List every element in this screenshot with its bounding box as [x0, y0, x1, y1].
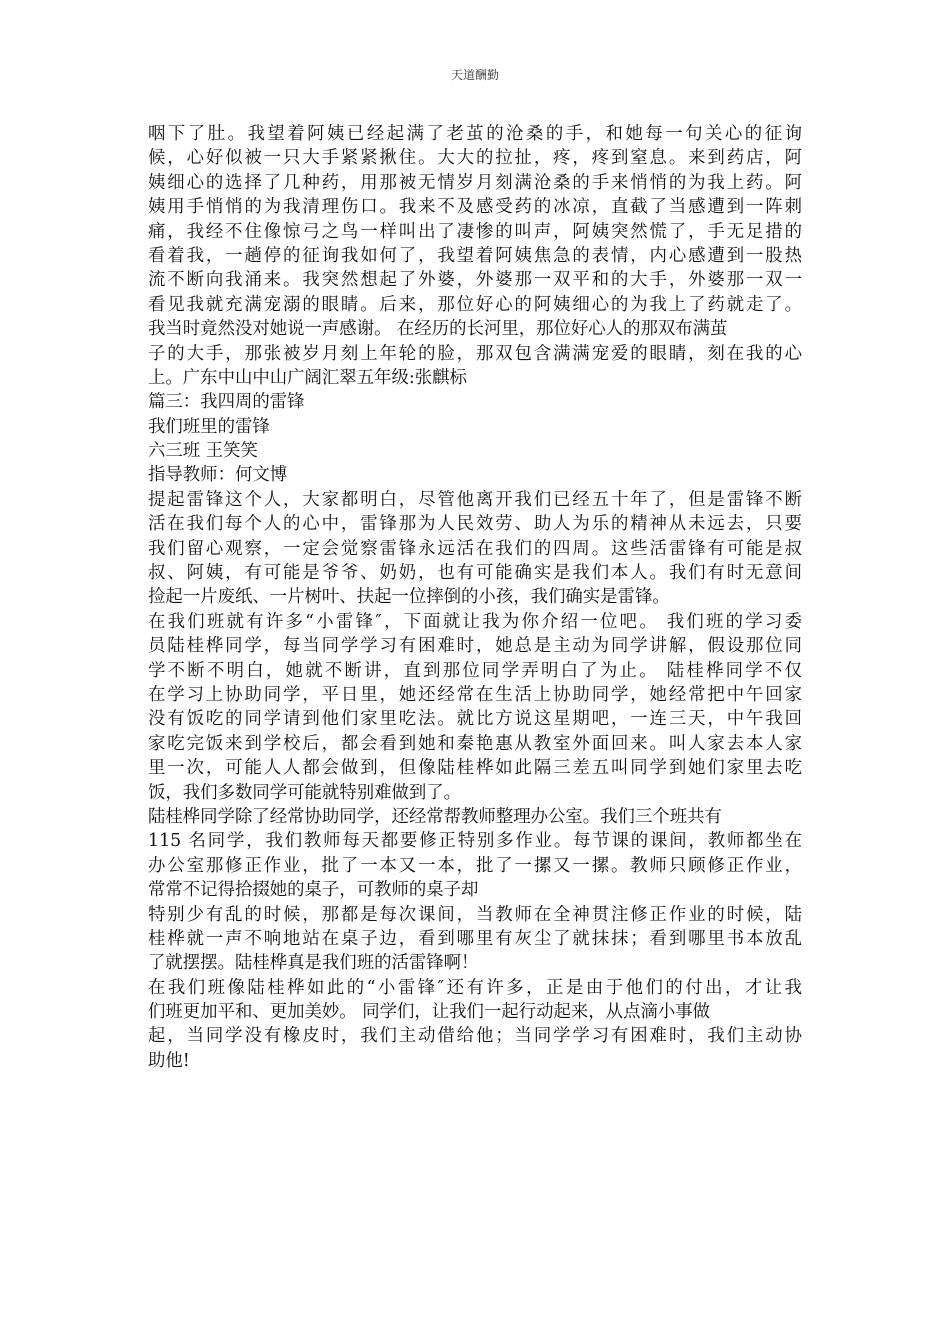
text-line: 姨用手悄悄的为我清理伤口。我来不及感受药的冰凉，直截了当感遭到一阵刺: [148, 197, 802, 218]
document-body: [148, 122, 802, 1073]
text-line: 看着我，一趟停的征询我如何了，我望着阿姨焦急的表情，内心感遭到一股热: [148, 245, 802, 266]
essay-title: 我们班里的雷锋: [148, 416, 270, 437]
text-line: 家吃完饭来到学校后，都会看到她和秦艳惠从教室外面回来。叫人家去本人家: [148, 733, 802, 754]
text-line: 活在我们每个人的心中，雷锋那为人民效劳、助人为乐的精神从未远去，只要: [148, 514, 802, 535]
text-line: 咽下了肚。我望着阿姨已经起满了老茧的沧桑的手，和她每一句关心的征询: [148, 124, 802, 144]
text-line: 办公室那修正作业，批了一本又一本，批了一摞又一摞。教师只顾修正作业，: [148, 855, 802, 876]
essay-teacher: 指导教师：何文博: [148, 465, 288, 486]
text-line: 子的大手，那张被岁月刻上年轮的脸，那双包含满满宠爱的眼睛，刻在我的心: [148, 343, 802, 364]
text-line: 我们留心观察，一定会觉察雷锋永远活在我们的四周。这些活雷锋有可能是叔: [148, 538, 802, 559]
page-header: 天道酬勤: [450, 68, 499, 82]
author-line: 上。广东中山中山广阔汇翠五年级:张麒标: [148, 367, 467, 388]
text-line: 们班更加平和、更加美妙。 同学们，让我们一起行动起来，从点滴小事做: [148, 1002, 711, 1023]
text-line: 叔、阿姨，有可能是爷爷、奶奶，也有可能确实是我们本人。我们有时无意间: [148, 563, 802, 584]
text-line: 员陆桂桦同学，每当同学学习有困难时，她总是主动为同学讲解，假设那位同: [148, 636, 802, 657]
text-line: 捡起一片废纸、一片树叶、扶起一位摔倒的小孩，我们确实是雷锋。: [148, 587, 670, 608]
text-line: 陆桂桦同学除了经常协助同学，还经常帮教师整理办公室。我们三个班共有: [148, 806, 722, 827]
text-line: 没有饭吃的同学请到他们家里吃法。就比方说这星期吧，一连三天，中午我回: [148, 709, 802, 730]
text-line: 起，当同学没有橡皮时，我们主动借给他；当同学学习有困难时，我们主动协: [148, 1026, 802, 1047]
text-line: 115 名同学，我们教师每天都要修正特别多作业。每节课的课间，教师都坐在: [148, 831, 802, 852]
text-line: 我当时竟然没对她说一声感谢。 在经历的长河里，那位好心人的那双布满茧: [148, 319, 728, 340]
text-line: 候，心好似被一只大手紧紧揪住。大大的拉扯，疼，疼到窒息。来到药店，阿: [148, 148, 802, 169]
text-line: 常常不记得拾掇她的桌子，可教师的桌子却: [148, 880, 479, 901]
essay-author: 六三班 王笑笑: [148, 441, 258, 462]
text-line: 饭，我们多数同学可能就特别难做到了。: [148, 782, 462, 803]
text-line: 姨细心的选择了几种药，用那被无情岁月刻满沧桑的手来悄悄的为我上药。阿: [148, 172, 802, 193]
text-line: 特别少有乱的时候，那都是每次课间，当教师在全神贯注修正作业的时候，陆: [148, 904, 802, 925]
text-line: 痛，我经不住像惊弓之鸟一样叫出了凄惨的叫声，阿姨突然慌了，手无足措的: [148, 221, 802, 242]
text-line: 助他!: [148, 1050, 190, 1071]
text-line: 桂桦就一声不响地站在桌子边，看到哪里有灰尘了就抹抹；看到哪里书本放乱: [148, 928, 802, 949]
text-line: 了就摆摆。陆桂桦真是我们班的活雷锋啊！: [148, 953, 479, 974]
text-line: 提起雷锋这个人，大家都明白，尽管他离开我们已经五十年了，但是雷锋不断: [148, 489, 802, 510]
text-line: 在我们班就有许多“小雷锋″，下面就让我为你介绍一位吧。 我们班的学习委: [148, 611, 802, 632]
section-heading: 篇三：我四周的雷锋: [148, 392, 305, 413]
text-line: 看见我就充满宠溺的眼睛。后来，那位好心的阿姨细心的为我上了药就走了。: [148, 294, 802, 315]
text-line: 里一次，可能人人都会做到，但像陆桂桦如此隔三差五叫同学到她们家里去吃: [148, 758, 802, 779]
text-line: 学不断不明白，她就不断讲，直到那位同学弄明白了为止。 陆桂桦同学不仅: [148, 660, 802, 681]
text-line: 流不断向我涌来。我突然想起了外婆，外婆那一双平和的大手，外婆那一双一: [148, 270, 802, 291]
text-line: 在学习上协助同学，平日里，她还经常在生活上协助同学，她经常把中午回家: [148, 684, 802, 705]
text-line: 在我们班像陆桂桦如此的“小雷锋″还有许多，正是由于他们的付出，才让我: [148, 977, 802, 998]
